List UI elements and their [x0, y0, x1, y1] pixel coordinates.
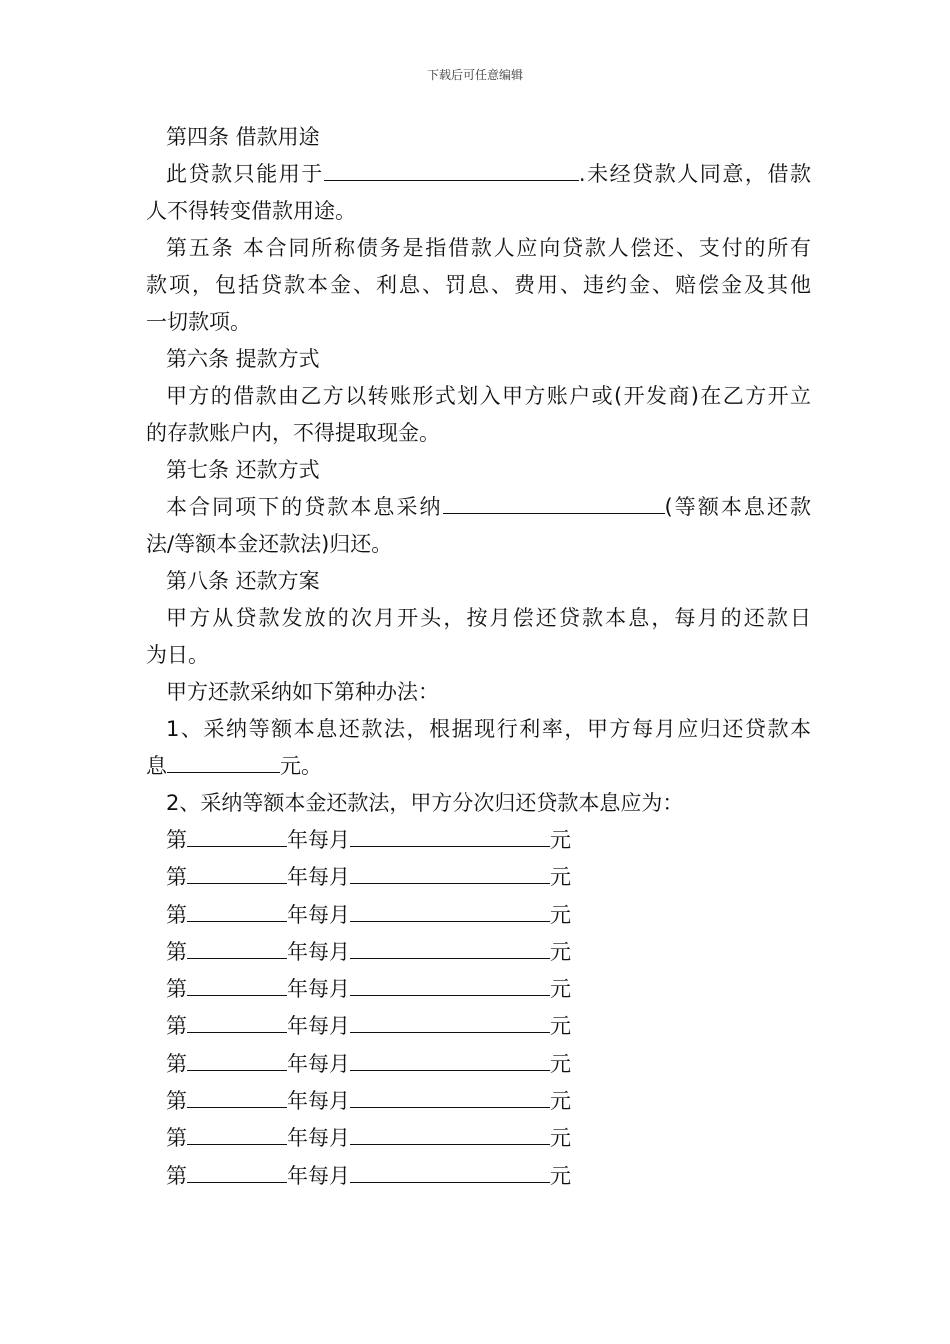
schedule-suffix: 元: [550, 1051, 571, 1076]
schedule-prefix: 第: [166, 1163, 187, 1188]
schedule-prefix: 第: [166, 1126, 187, 1151]
schedule-prefix: 第: [166, 902, 187, 927]
amount-blank[interactable]: [350, 1120, 550, 1145]
article-8-line-3: 甲方还款采纳如下第种办法：: [166, 680, 439, 704]
article-7-line-2: 法/等额本金还款法)归还。: [146, 532, 393, 556]
schedule-middle: 年每月: [287, 902, 350, 927]
year-blank[interactable]: [187, 934, 287, 959]
article-6-line-2: 的存款账户内，不得提取现金。: [146, 421, 440, 445]
article-8-title: 第八条 还款方案: [166, 569, 320, 593]
year-blank[interactable]: [187, 1158, 287, 1183]
article-7-title: 第七条 还款方式: [166, 458, 320, 482]
schedule-suffix: 元: [550, 977, 571, 1002]
schedule-prefix: 第: [166, 939, 187, 964]
year-blank[interactable]: [187, 859, 287, 884]
schedule-prefix: 第: [166, 1014, 187, 1039]
article-4-line-2: 人不得转变借款用途。: [146, 199, 356, 223]
schedule-suffix: 元: [550, 902, 571, 927]
amount-blank[interactable]: [350, 1158, 550, 1183]
schedule-middle: 年每月: [287, 1126, 350, 1151]
schedule-prefix: 第: [166, 828, 187, 852]
article-6-title: 第六条 提款方式: [166, 347, 320, 371]
amount-blank[interactable]: [350, 1083, 550, 1108]
article-6-line-1: 甲方的借款由乙方以转账形式划入甲方账户或(开发商)在乙方开立: [166, 384, 811, 408]
schedule-row: [146, 859, 811, 896]
schedule-row: [146, 1120, 811, 1157]
year-blank[interactable]: [187, 971, 287, 996]
option-2-line-1: 2、采纳等额本金还款法，甲方分次归还贷款本息应为：: [166, 791, 684, 815]
article-5-line-2: 款项，包括贷款本金、利息、罚息、费用、违约金、赔偿金及其他: [146, 273, 811, 297]
schedule-suffix: 元: [550, 1014, 571, 1039]
schedule-middle: 年每月: [287, 828, 350, 852]
schedule-suffix: 元: [550, 865, 571, 890]
schedule-row: [146, 822, 811, 859]
amount-blank[interactable]: [350, 1046, 550, 1071]
article-8-line-1: 甲方从贷款发放的次月开头，按月偿还贷款本息，每月的还款日: [166, 606, 811, 630]
schedule-row: [146, 1046, 811, 1083]
article-4-title: 第四条 借款用途: [166, 125, 320, 149]
schedule-middle: 年每月: [287, 865, 350, 890]
amount-blank[interactable]: [350, 971, 550, 996]
monthly-payment-blank[interactable]: [167, 748, 280, 773]
article-5-line-1: 第五条 本合同所称债务是指借款人应向贷款人偿还、支付的所有: [166, 236, 811, 260]
repayment-method-blank[interactable]: [443, 489, 665, 514]
year-blank[interactable]: [187, 1120, 287, 1145]
article-8-line-2: 为日。: [146, 643, 209, 667]
schedule-middle: 年每月: [287, 939, 350, 964]
schedule-suffix: 元: [550, 828, 571, 852]
year-blank[interactable]: [187, 822, 287, 847]
schedule-prefix: 第: [166, 1089, 187, 1114]
schedule-suffix: 元: [550, 939, 571, 964]
page-header-note: 下载后可任意编辑: [426, 68, 523, 82]
article-4-line-1: 此贷款只能用于 .未经贷款人同意，借款: [146, 156, 811, 193]
year-blank[interactable]: [187, 1083, 287, 1108]
amount-blank[interactable]: [350, 1008, 550, 1033]
schedule-row: [146, 1008, 811, 1045]
schedule-suffix: 元: [550, 1089, 571, 1114]
schedule-suffix: 元: [550, 1126, 571, 1151]
option-1-line-2: 息 元。: [146, 748, 811, 785]
schedule-row: [146, 1158, 811, 1195]
schedule-prefix: 第: [166, 977, 187, 1002]
amount-blank[interactable]: [350, 897, 550, 922]
repayment-schedule: [146, 822, 811, 1195]
schedule-suffix: 元: [550, 1163, 571, 1188]
article-5-line-3: 一切款项。: [146, 310, 251, 334]
option-1-line-1: 1、采纳等额本息还款法，根据现行利率，甲方每月应归还贷款本: [166, 717, 811, 741]
schedule-row: [146, 897, 811, 934]
schedule-row: [146, 934, 811, 971]
amount-blank[interactable]: [350, 859, 550, 884]
amount-blank[interactable]: [350, 822, 550, 847]
loan-purpose-blank[interactable]: [324, 156, 579, 181]
schedule-middle: 年每月: [287, 1051, 350, 1076]
schedule-row: [146, 971, 811, 1008]
year-blank[interactable]: [187, 897, 287, 922]
schedule-middle: 年每月: [287, 1089, 350, 1114]
year-blank[interactable]: [187, 1008, 287, 1033]
article-7-line-1: 本合同项下的贷款本息采纳 (等额本息还款: [146, 489, 811, 526]
schedule-prefix: 第: [166, 865, 187, 890]
contract-body: [146, 119, 811, 1195]
schedule-middle: 年每月: [287, 1163, 350, 1188]
year-blank[interactable]: [187, 1046, 287, 1071]
schedule-row: [146, 1083, 811, 1120]
amount-blank[interactable]: [350, 934, 550, 959]
schedule-middle: 年每月: [287, 1014, 350, 1039]
schedule-prefix: 第: [166, 1051, 187, 1076]
schedule-middle: 年每月: [287, 977, 350, 1002]
